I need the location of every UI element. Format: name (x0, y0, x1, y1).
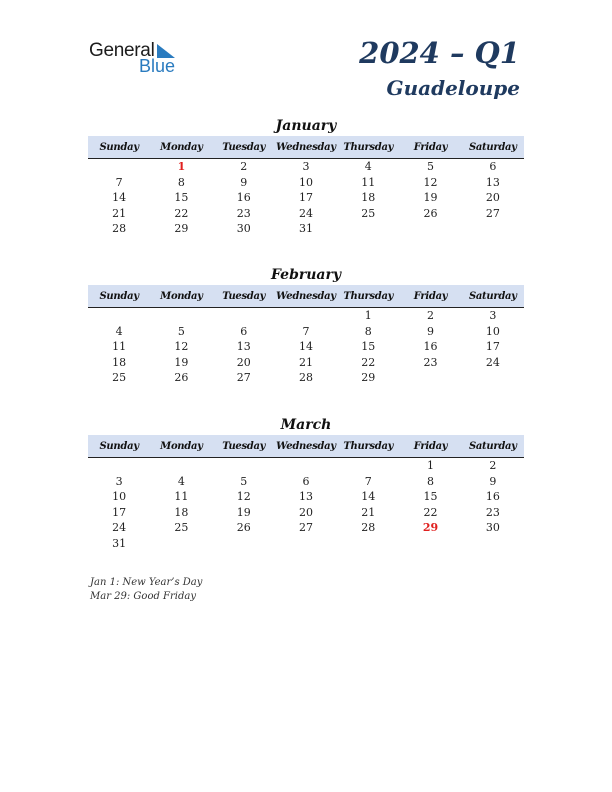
day-cell: 6 (240, 324, 248, 338)
day-cell: 5 (177, 324, 185, 338)
day-cell: 24 (298, 206, 313, 220)
day-cell: 26 (423, 206, 438, 220)
day-cell: 10 (298, 175, 313, 189)
day-cell: 22 (361, 355, 376, 369)
day-cell: 17 (485, 340, 500, 354)
day-cell: 15 (174, 191, 189, 205)
day-cell: 18 (112, 355, 127, 369)
day-cell: 15 (423, 490, 438, 504)
day-cell: 28 (112, 222, 127, 236)
day-cell: 18 (361, 191, 376, 205)
holiday-note: Mar 29: Good Friday (90, 591, 196, 602)
day-cell: 11 (361, 175, 376, 189)
weekday-header-row (88, 435, 524, 458)
weekday-label: Monday (160, 290, 203, 302)
day-cell: 15 (361, 340, 376, 354)
day-cell: 24 (112, 521, 127, 535)
day-cell: 12 (174, 340, 189, 354)
day-cell: 3 (115, 474, 123, 488)
day-cell: 7 (364, 474, 372, 488)
week-row (88, 221, 524, 237)
week-row (88, 458, 524, 474)
weekday-label: Sunday (99, 141, 139, 153)
day-cell: 29 (174, 222, 189, 236)
day-cell: 13 (298, 490, 313, 504)
day-cell: 9 (489, 474, 497, 488)
day-cell: 2 (489, 459, 497, 473)
day-cell: 17 (298, 191, 313, 205)
day-cell: 17 (112, 505, 127, 519)
day-cell: 28 (298, 371, 313, 385)
day-cell: 11 (174, 490, 189, 504)
weekday-label: Thursday (343, 290, 394, 302)
day-cell: 2 (427, 309, 435, 323)
day-cell: 4 (115, 324, 123, 338)
weekday-label: Tuesday (222, 440, 266, 452)
day-cell: 4 (364, 160, 372, 174)
week-row (88, 190, 524, 206)
day-cell: 3 (302, 160, 310, 174)
day-cell: 7 (302, 324, 310, 338)
week-row (88, 489, 524, 505)
weekday-label: Saturday (468, 141, 517, 153)
week-row (88, 474, 524, 490)
holiday-note: Jan 1: New Year’s Day (90, 577, 203, 588)
logo-text-general: General (89, 40, 155, 61)
day-cell: 1 (364, 309, 372, 323)
day-cell: 1 (177, 160, 186, 174)
day-cell: 27 (236, 371, 251, 385)
day-cell: 20 (236, 355, 251, 369)
day-cell: 23 (485, 505, 500, 519)
day-cell: 11 (112, 340, 127, 354)
day-cell: 25 (174, 521, 189, 535)
weekday-label: Wednesday (276, 290, 336, 302)
day-cell: 6 (489, 160, 497, 174)
weekday-label: Tuesday (222, 290, 266, 302)
day-cell: 6 (302, 474, 310, 488)
day-cell: 30 (236, 222, 251, 236)
day-cell: 25 (112, 371, 127, 385)
day-cell: 24 (485, 355, 500, 369)
week-row (88, 206, 524, 222)
country-name: Guadeloupe (386, 76, 520, 100)
day-cell: 8 (427, 474, 435, 488)
day-cell: 16 (236, 191, 251, 205)
week-row (88, 370, 524, 386)
day-cell: 16 (485, 490, 500, 504)
day-cell: 29 (361, 371, 376, 385)
weekday-label: Sunday (99, 290, 139, 302)
day-cell: 7 (115, 175, 123, 189)
day-cell: 20 (485, 191, 500, 205)
weekday-label: Tuesday (222, 141, 266, 153)
day-cell: 4 (177, 474, 185, 488)
weekday-label: Wednesday (276, 440, 336, 452)
day-cell: 9 (427, 324, 435, 338)
day-cell: 21 (361, 505, 376, 519)
weekday-label: Monday (160, 141, 203, 153)
brand-logo (89, 40, 189, 80)
day-cell: 28 (361, 521, 376, 535)
day-cell: 22 (423, 505, 438, 519)
month-title: January (275, 118, 337, 134)
week-row (88, 324, 524, 340)
day-cell: 31 (112, 536, 127, 550)
day-cell: 13 (236, 340, 251, 354)
day-cell: 26 (236, 521, 251, 535)
day-cell: 1 (427, 459, 435, 473)
weekday-header-row (88, 136, 524, 159)
day-cell: 22 (174, 206, 189, 220)
day-cell: 25 (361, 206, 376, 220)
holiday-notes (90, 576, 202, 604)
weekday-label: Friday (413, 141, 448, 153)
day-cell: 5 (240, 474, 248, 488)
day-cell: 14 (361, 490, 376, 504)
weekday-label: Saturday (468, 290, 517, 302)
day-cell: 19 (174, 355, 189, 369)
page-title: 2024 – Q1 (359, 36, 520, 70)
day-cell: 18 (174, 505, 189, 519)
day-cell: 8 (177, 175, 185, 189)
month-calendar-january (88, 116, 524, 237)
day-cell: 19 (423, 191, 438, 205)
day-cell: 14 (298, 340, 313, 354)
weekday-label: Friday (413, 290, 448, 302)
weekday-label: Friday (413, 440, 448, 452)
day-cell: 16 (423, 340, 438, 354)
weekday-header-row (88, 285, 524, 308)
weekday-label: Sunday (99, 440, 139, 452)
month-title: March (280, 417, 332, 433)
day-cell: 19 (236, 505, 251, 519)
week-row (88, 308, 524, 324)
day-cell: 14 (112, 191, 127, 205)
day-cell: 13 (485, 175, 500, 189)
day-cell: 12 (236, 490, 251, 504)
day-cell: 21 (298, 355, 313, 369)
day-cell: 5 (427, 160, 435, 174)
day-cell: 23 (236, 206, 251, 220)
day-cell: 29 (422, 521, 439, 535)
weekday-label: Wednesday (276, 141, 336, 153)
day-cell: 26 (174, 371, 189, 385)
day-cell: 12 (423, 175, 438, 189)
week-row (88, 355, 524, 371)
week-row (88, 505, 524, 521)
day-cell: 21 (112, 206, 127, 220)
day-cell: 8 (364, 324, 372, 338)
month-title: February (270, 267, 341, 283)
day-cell: 23 (423, 355, 438, 369)
day-cell: 27 (298, 521, 313, 535)
day-cell: 2 (240, 160, 248, 174)
logo-text-blue: Blue (139, 56, 176, 76)
day-cell: 31 (298, 222, 313, 236)
weekday-label: Thursday (343, 141, 394, 153)
week-row (88, 536, 524, 552)
day-cell: 30 (485, 521, 500, 535)
day-cell: 20 (298, 505, 313, 519)
weekday-label: Thursday (343, 440, 394, 452)
day-cell: 27 (485, 206, 500, 220)
day-cell: 3 (489, 309, 497, 323)
weekday-label: Monday (160, 440, 203, 452)
day-cell: 10 (112, 490, 127, 504)
week-row (88, 159, 524, 175)
weekday-label: Saturday (468, 440, 517, 452)
week-row (88, 339, 524, 355)
day-cell: 10 (485, 324, 500, 338)
month-calendar-march (88, 415, 524, 551)
week-row (88, 520, 524, 536)
week-row (88, 175, 524, 191)
day-cell: 9 (240, 175, 248, 189)
month-calendar-february (88, 265, 524, 386)
